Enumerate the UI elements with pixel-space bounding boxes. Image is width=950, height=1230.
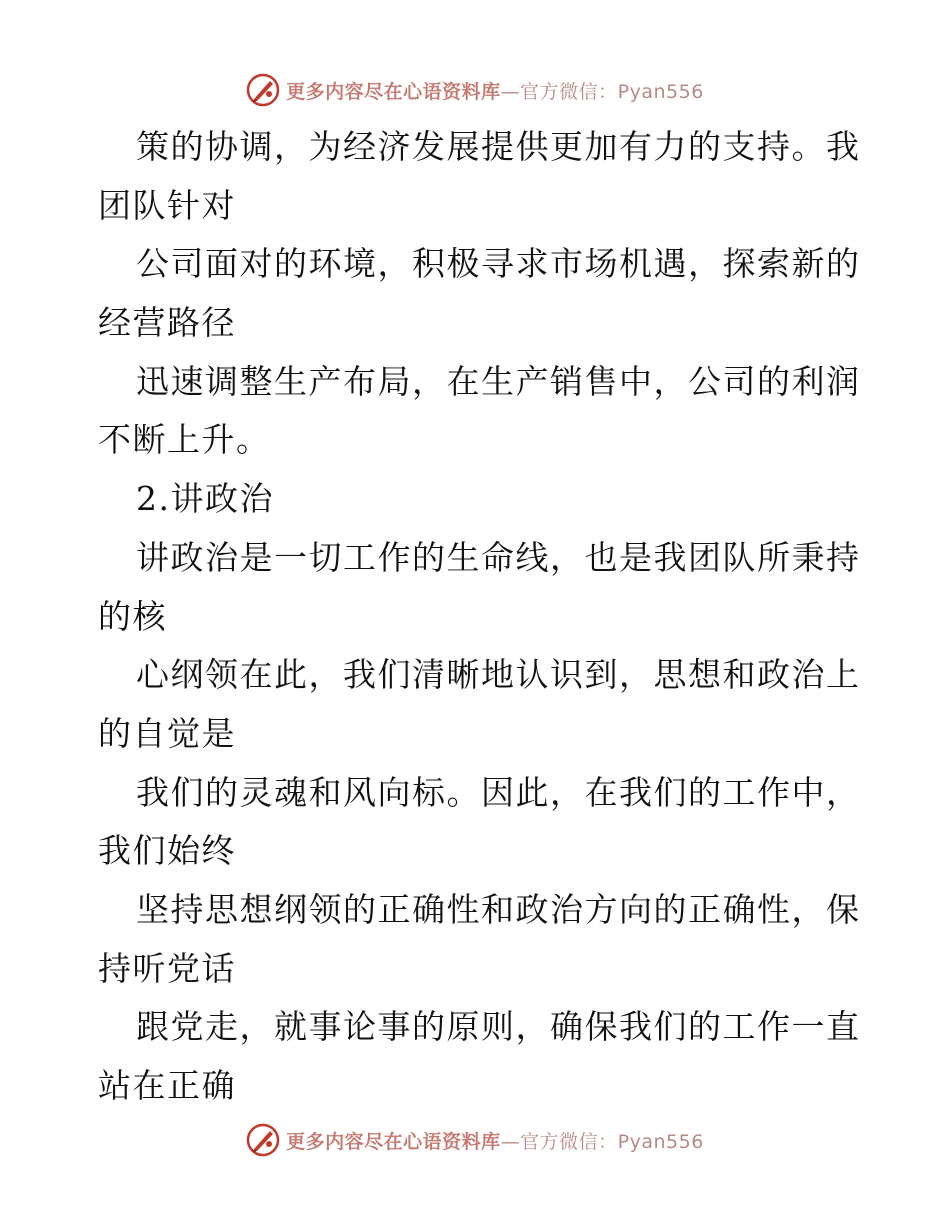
text-line: 经营路径 [98,303,236,343]
text-line: 迅速调整生产布局，在生产销售中，公司的利润 [136,361,861,401]
text-line: 不断上升。 [98,420,271,460]
text-line: 的核 [98,596,167,636]
text-line: 团队针对 [98,185,236,225]
watermark-text [286,1127,704,1154]
text-line: 坚持思想纲领的正确性和政治方向的正确性，保 [136,889,861,929]
watermark-main: 更多内容尽在心语资料库 [286,80,501,103]
watermark-sub: —官方微信：Pyan556 [500,80,704,103]
text-line: 2.讲政治 [136,479,274,519]
header-watermark [0,70,950,110]
quill-logo-icon [246,1123,280,1157]
text-line: 我们始终 [98,831,236,871]
text-line: 的自觉是 [98,713,236,753]
document-body [98,118,861,1116]
watermark-main: 更多内容尽在心语资料库 [286,1130,501,1153]
text-line: 公司面对的环境，积极寻求市场机遇，探索新的 [136,244,861,284]
text-line: 我们的灵魂和风向标。因此，在我们的工作中， [136,772,861,812]
watermark-text [286,77,704,104]
watermark-sub: —官方微信：Pyan556 [500,1130,704,1153]
text-line: 跟党走，就事论事的原则，确保我们的工作一直 [136,1007,861,1047]
text-line: 心纲领在此，我们清晰地认识到，思想和政治上 [136,655,861,695]
text-line: 持听党话 [98,948,236,988]
footer-watermark [0,1120,950,1160]
text-line: 站在正确 [98,1066,236,1105]
quill-logo-icon [246,73,280,107]
text-line: 讲政治是一切工作的生命线，也是我团队所秉持 [136,537,861,577]
text-line: 策的协调，为经济发展提供更加有力的支持。我 [136,127,861,166]
